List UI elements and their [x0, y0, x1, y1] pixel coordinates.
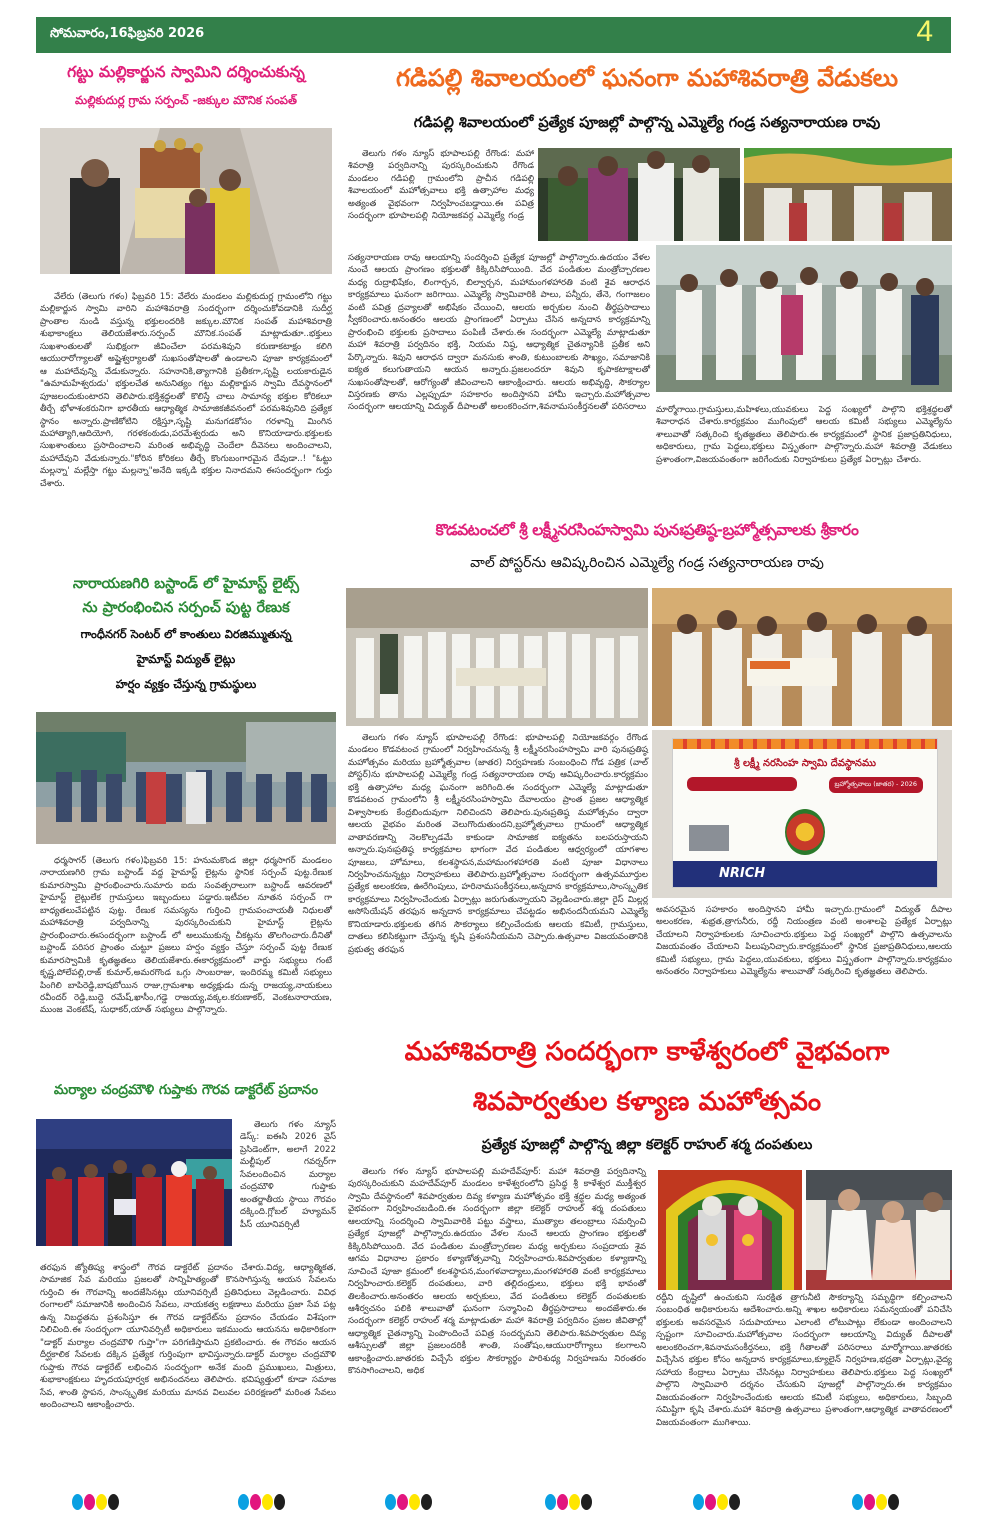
wall-poster-photo	[652, 730, 952, 898]
black-dot	[729, 1494, 740, 1510]
yellow-dot	[409, 1494, 420, 1510]
gadipalli-body-intro: తెలుగు గళం న్యూస్ భూపాలపల్లి రేగొండ: మహా శివరాత్రి పర్వదినాన్ని పురస్కరించుకుని రేగొండ మండలం గడిపల్లి గ్రామంలోని ప్రాచీన గడిపల్లి శివాలయంలో మహోత్సవాలు భక్తి ఉత్సాహాల మధ్య అత్యంత వైభవంగా నిర్వహించబడ్డాయి.ఈ పవిత్ర సందర్భంగా భూపాలపల్లి నియోజకవర్గ ఎమ్మెల్యే గండ్ర	[348, 149, 534, 222]
page-header-bar	[36, 17, 951, 53]
doctorate-ceremony-photo	[36, 1119, 232, 1246]
kodavatancha-body-continued: అవసరమైన సహకారం అందిస్తానని హామీ ఇచ్చారు.గ్రామంలో విద్యుత్ దీపాల అలంకరణ, శుభ్రత,త్రాగునీరు, రద్దీ నియంత్రణ వంటి అంశాలపై ప్రత్యేక ఏర్పాట్లు చేయాలని నిర్వాహకులకు సూచించారు.భక్తులు పెద్ద సంఖ్యలో పాల్గొని ఉత్సవాలను విజయవంతం చేయాలని పిలుపునిచ్చారు.కార్యక్రమంలో స్థానిక ప్రజాప్రతినిధులు,ఆలయ కమిటీ సభ్యులు, గ్రామ పెద్దలు,యువకులు, భక్తులు విస్తృతంగా పాల్గొన్నారు.కార్యక్రమం అనంతరం నిర్వాహకులు ఎమ్మెల్యేను శాలువాతో సత్కరించి కృతజ్ఞతలు తెలిపారు.	[656, 905, 952, 978]
kaleshwaram-subheadline: ప్రత్యేక పూజల్లో పాల్గొన్న జిల్లా కలెక్టర్ రాహుల్ శర్మ దంపతులు	[481, 1137, 813, 1153]
black-dot	[421, 1494, 432, 1510]
magenta-dot	[864, 1494, 875, 1510]
poster-release-closeup-photo	[652, 588, 952, 726]
collector-couple-prayer-photo	[806, 1170, 952, 1290]
kodavatancha-headline: కొడవటంచలో శ్రీ లక్ష్మీనరసింహస్వామి పునఃప్రతిష్ఠ-బ్రహ్మోత్సవాలకు శ్రీకారం	[435, 521, 859, 539]
kaleshwaram-body-continued: రద్దీని దృష్టిలో ఉంచుకుని సురక్షిత త్రాగునీటి సౌకర్యాన్ని సమృద్ధిగా కల్పించాలని సంబంధిత అధికారులను ఆదేశించారు.అన్ని శాఖల అధికారులు సమన్వయంతో పనిచేసి భక్తులకు అవసరమైన సదుపాయాలు ఎలాంటి లోటుపాట్లు లేకుండా అందించాలని స్పష్టంగా సూచించారు.మహోత్సవాల సందర్భంగా ఆలయాన్ని విద్యుత్ దీపాలతో అలంకరించగా,శివనామసంకీర్తనలు, భక్తి గీతాలతో పరిసరాలు మార్మోగాయి.జాతరకు విచ్చేసిన భక్తుల కోసం అన్నదాన కార్యక్రమాలు,క్యూలైన్ నిర్వహణ,భద్రతా ఏర్పాట్లు,వైద్య సహాయ కేంద్రాలు ఏర్పాటు చేసినట్లు నిర్వాహకులు తెలిపారు.భక్తులు పెద్ద సంఖ్యలో పాల్గొని స్వామివారి దర్శనం చేసుకుని పూజల్లో పాల్గొన్నారు.ఈ కార్యక్రమం విజయవంతంగా నిర్వహించేందుకు ఆలయ కమిటీ సభ్యులు, అధికారులు, సిబ్బంది సమిష్టిగా కృషి చేశారు.మహా శివరాత్రి ఉత్సవాలు ప్రశాంతంగా,ఆధ్యాత్మిక వాతావరణంలో విజయవంతంగా ముగిశాయి.	[656, 1293, 952, 1428]
magenta-dot	[557, 1494, 568, 1510]
gattu-subheadline: మల్లికుదుర్ల గ్రామ సర్పంచ్ -జక్కుల మౌనిక సంపత్	[75, 93, 297, 107]
deities-decoration-photo	[658, 1170, 802, 1290]
yellow-dot	[96, 1494, 107, 1510]
marryala-headline: మర్యాల చంద్రమౌళి గుప్తాకు గౌరవ డాక్టరేట్ ప్రదానం	[53, 1082, 319, 1098]
registration-mark-6	[852, 1494, 899, 1510]
cyan-dot	[72, 1494, 83, 1510]
black-dot	[888, 1494, 899, 1510]
kaleshwaram-headline-2: శివపార్వతుల కళ్యాణ మహోత్సవం	[472, 1087, 822, 1117]
narayanagiri-headline-2: ను ప్రారంభించిన సర్పంచ్ పుట్ట రేణుక	[82, 600, 290, 616]
cyan-dot	[385, 1494, 396, 1510]
kodavatancha-body-main: తెలుగు గళం న్యూస్ భూపాలపల్లి రేగొండ: భూపాలపల్లి నియోజకవర్గం రేగొండ మండలం కొడవటంచ గ్రామంలో నిర్వహించనున్న శ్రీ లక్ష్మీనరసింహస్వామి వారి పునఃప్రతిష్ఠ మహోత్సవం మరియు బ్రహ్మోత్సవాల (జాతర) నిర్వహణకు సంబంధించి గోడ పత్రిక (వాల్ పోస్టర్)ను భూపాలపల్లి ఎమ్మెల్యే గండ్ర సత్యనారాయణ రావు ఆవిష్కరించారు.కార్యక్రమం భక్తి ఉత్సాహాల మధ్య ఘనంగా జరిగింది.ఈ సందర్భంగా ఎమ్మెల్యే మాట్లాడుతూ కొడవటంచ గ్రామంలోని శ్రీ లక్ష్మీనరసింహస్వామి దేవాలయం ప్రాంత ప్రజల ఆధ్యాత్మిక విశ్వాసాలకు కేంద్రబిందువుగా నిలిచిందని తెలిపారు.పునఃప్రతిష్ఠ మహోత్సవం ద్వారా ఆలయ వైభవం మరింత వెలుగొందుతుందని,బ్రహ్మోత్సవాలు గ్రామంలో ఆధ్యాత్మిక వాతావరణాన్ని నెలకొల్పడమే కాకుండా సామాజిక ఐక్యతను బలపరుస్తాయని అన్నారు.పునఃప్రతిష్ఠ కార్యక్రమాల భాగంగా వేద పండితుల ఆధ్వర్యంలో యాగశాల పూజలు, హోమాలు, కలశస్థాపన,మహామంగళహారతి వంటి పూజా విధానాలు నిర్వహించనున్నట్లు నిర్వాహకులు తెలిపారు.బ్రహ్మోత్సవాల సందర్భంగా ఉత్సవమూర్తుల ప్రత్యేక అలంకరణ, ఊరేగింపులు, హరినామసంకీర్తనలు,అన్నదాన కార్యక్రమాలు,సాంస్కృతిక కార్యక్రమాలు నిర్వహించేందుకు ఏర్పాట్లు జరుగుతున్నాయని వెల్లడించారు.జిల్లా రైస్ మిల్లర్ల అసోసియేషన్ తరఫున అన్నదాన కార్యక్రమాలు చేపట్టడం అభినందనీయమని ఎమ్మెల్యే కొనియాడారు.భక్తులకు తగిన సౌకర్యాలు కల్పించేందుకు ఆలయ కమిటీ, గ్రామస్తులు, దాతలు కలిసికట్టుగా చేస్తున్న కృషి ప్రశంసనీయమని చెప్పారు.ఉత్సవాల విజయవంతానికి ప్రభుత్వ తరఫున	[348, 733, 648, 955]
narayanagiri-subheadline-2: హైమాస్ట్ విద్యుత్ లైట్లు	[136, 652, 236, 666]
temple-darshan-photo	[40, 128, 332, 274]
cyan-dot	[545, 1494, 556, 1510]
devotees-photo	[538, 148, 740, 241]
poster-deity-image	[785, 809, 825, 855]
kaleshwaram-headline-1: మహాశివరాత్రి సందర్భంగా కాళేశ్వరంలో వైభవంగా	[404, 1037, 890, 1067]
black-dot	[274, 1494, 285, 1510]
gadipalli-subheadline: గడిపల్లి శివాలయంలో ప్రత్యేక పూజల్లో పాల్గొన్న ఎమ్మెల్యే గండ్ర సత్యనారాయణ రావు	[413, 115, 881, 131]
issue-date: సోమవారం,16ఫిబ్రవరి 2026	[50, 26, 205, 41]
cyan-dot	[693, 1494, 704, 1510]
gadipalli-body-main: సత్యనారాయణ రావు ఆలయాన్ని సందర్శించి ప్రత్యేక పూజల్లో పాల్గొన్నారు.ఉదయం వేళల నుంచే ఆలయ ప్రాంగణం భక్తులతో కిక్కిరిసిపోయింది. వేద పండితుల మంత్రోచ్చారణల మధ్య రుద్రాభిషేకం, లింగార్చన, బిల్వార్చన, మహామంగళహారతి వంటి శైవ ఆరాధన కార్యక్రమాలు ఘనంగా జరిగాయి. ఎమ్మెల్యే స్వామివారికి పాలు, పన్నీరు, తేనె, గంగాజలం వంటి పవిత్ర ద్రవ్యాలతో అభిషేకం చేయించి, ఆలయ అర్చకుల నుంచి తీర్థప్రసాదాలు స్వీకరించారు.అనంతరం ఆలయ ప్రాంగణంలో ఏర్పాటు చేసిన అన్నదాన కార్యక్రమాన్ని ప్రారంభించి భక్తులకు ప్రసాదాలు పంపిణీ చేశారు.ఈ సందర్భంగా ఎమ్మెల్యే మాట్లాడుతూ మహా శివరాత్రి పర్వదినం భక్తి, నియమ నిష్ఠ, ఆధ్యాత్మిక చైతన్యానికి ప్రతీక అని పేర్కొన్నారు. శివుని ఆరాధన ద్వారా మనసుకు శాంతి, కుటుంబాలకు సౌఖ్యం, సమాజానికి ఐక్యత కలుగుతాయని ఆయన అన్నారు.ప్రజలందరూ శివుని కృపాకటాక్షాలతో సుఖసంతోషాలతో, ఆరోగ్యంతో జీవించాలని ఆకాంక్షించారు. ఆలయ అభివృద్ధి, సౌకర్యాల విస్తరణకు తాను ఎల్లప్పుడూ సహకారం అందిస్తానని హామీ ఇచ్చారు.మహోత్సవాల సందర్భంగా ఆలయాన్ని విద్యుత్ దీపాలతో అలంకరించగా,శివనామసంకీర్తనలతో పరిసరాలు	[348, 253, 650, 413]
black-dot	[108, 1494, 119, 1510]
marryala-body-side: తెలుగు గళం న్యూస్ డెస్క్: ఐఈసి 2026 వైస్ ప్రెసిడెంట్‌గా, అలాగే 2022 మల్టీపుల్ గవర్నర్‌గా సేవలందించిన మర్యాల చంద్రమౌళి గుప్తాకు అంతర్జాతీయ స్థాయి గౌరవం దక్కింది.గ్లోబల్ హ్యూమన్ పీస్ యూనివర్సిటీ	[240, 1120, 336, 1230]
mla-prayer-photo	[656, 245, 952, 392]
highmast-lights-crowd-photo	[36, 712, 336, 844]
yellow-dot	[717, 1494, 728, 1510]
gadipalli-body-continued: మార్మోగాయి.గ్రామస్తులు,మహిళలు,యువకులు పెద్ద సంఖ్యలో పాల్గొని భక్తిశ్రద్ధలతో శివారాధన చేశారు.కార్యక్రమం ముగింపులో ఆలయ కమిటీ సభ్యులు ఎమ్మెల్యేను శాలువాతో సత్కరించి కృతజ్ఞతలు తెలిపారు.ఈ కార్యక్రమంలో స్థానిక ప్రజాప్రతినిధులు, అధికారులు, గ్రామ పెద్దలు,భక్తులు విస్తృతంగా పాల్గొన్నారు.మహా శివరాత్రి వేడుకలు ప్రశాంతంగా,విజయవంతంగా జరిగేందుకు నిర్వాహకులు ప్రత్యేక ఏర్పాట్లు చేశారు.	[656, 405, 952, 465]
magenta-dot	[397, 1494, 408, 1510]
poster-release-group-photo	[346, 588, 648, 726]
gathering-photo	[744, 148, 952, 241]
yellow-dot	[262, 1494, 273, 1510]
magenta-dot	[250, 1494, 261, 1510]
registration-mark-1	[72, 1494, 119, 1510]
poster-garland	[673, 739, 937, 749]
poster-temple-image	[689, 825, 729, 851]
yellow-dot	[876, 1494, 887, 1510]
magenta-dot	[84, 1494, 95, 1510]
poster-left-ribbon	[687, 777, 797, 791]
registration-mark-4	[545, 1494, 592, 1510]
narayanagiri-subheadline-3: హర్షం వ్యక్తం చేస్తున్న గ్రామస్థులు	[115, 677, 257, 691]
sponsor-logo: NRICH	[719, 866, 766, 881]
registration-mark-2	[238, 1494, 285, 1510]
cyan-dot	[852, 1494, 863, 1510]
narayanagiri-headline-1: నారాయణగిరి బస్టాండ్ లో హైమాస్ట్ లైట్స్	[72, 576, 300, 592]
marryala-body-main: తరఫున జ్యోతిష్య శాస్త్రంలో గౌరవ డాక్టరేట్ ప్రదానం చేశారు.విద్య, ఆధ్యాత్మికత, సామాజిక సేవ మరియు ప్రజలతో సాన్నిహిత్యంతో కొనసాగిస్తున్న ఆయన సేవలను గుర్తించి ఈ గౌరవాన్ని అందజేసినట్లు యూనివర్సిటీ ప్రతినిధులు వెల్లడించారు. వివిధ రంగాలలో సమాజానికి అందించిన సేవలు, నాయకత్వ లక్షణాలు మరియు ప్రజా సేవ పట్ల ఉన్న నిబద్ధతను ప్రశంసిస్తూ ఈ గౌరవ డాక్టరేట్‌ను ప్రదానం చేయడం విశేషంగా నిలిచింది.ఈ సందర్భంగా యూనివర్సిటీ అధికారులు ఇకముందు ఆయనను అధికారికంగా "డాక్టర్ మర్యాల చంద్రమౌళి గుప్తా"గా పరిగణిస్తామని ప్రకటించారు. ఈ గౌరవం ఆయన దీర్ఘకాలిక సేవలకు దక్కిన ప్రత్యేక గుర్తింపుగా భావిస్తున్నారు.డాక్టర్ మర్యాల చంద్రమౌళి గుప్తాకు గౌరవ డాక్టరేట్ లభించిన సందర్భంగా అనేక మంది ప్రముఖులు, మిత్రులు, శుభాకాంక్షకులు హృదయపూర్వక అభినందనలు తెలిపారు. భవిష్యత్తులో కూడా సమాజ సేవ, శాంతి స్థాపన, సాంస్కృతిక మరియు మానవ విలువల పరిరక్షణలో మరింత సేవలు అందించాలని ఆకాంక్షించారు.	[40, 1263, 336, 1410]
kaleshwaram-body-main: తెలుగు గళం న్యూస్ భూపాలపల్లి మహదేవ్‌పూర్: మహా శివరాత్రి పర్వదినాన్ని పురస్కరించుకుని మహదేవ్‌పూర్ మండలం కాళేశ్వరంలోని ప్రసిద్ధ శ్రీ కాళేశ్వర ముక్తీశ్వర స్వామి దేవస్థానంలో శివపార్వతుల దివ్య కళ్యాణ మహోత్సవం భక్తి శ్రద్ధల మధ్య అత్యంత వైభవంగా నిర్వహించబడింది.ఈ సందర్భంగా జిల్లా కలెక్టర్ రాహుల్ శర్మ దంపతులు ఆలయాన్ని సందర్శించి స్వామివారికి పట్టు వస్త్రాలు, ముత్యాల తలంబ్రాలు సమర్పించి ప్రత్యేక పూజల్లో పాల్గొన్నారు.ఉదయం వేళల నుంచే ఆలయ ప్రాంగణం భక్తులతో కిక్కిరిసిపోయింది. వేద పండితుల మంత్రోచ్చారణల మధ్య అర్చకులు సంప్రదాయ శైవ ఆగమ విధానాల ప్రకారం కళ్యాణోత్సవాన్ని నిర్వహించారు.శివపార్వతుల కళ్యాణాన్ని సూచించే పూజా క్రమంలో కలశస్థాపన,మంగళవాద్యాలు,మంగళహారతి వంటి కార్యక్రమాలు నిర్వహించారు.కలెక్టర్ దంపతులు, వారి తల్లిదండ్రులు, భక్తులు భక్తి భావంతో తిలకించారు.అనంతరం ఆలయ అర్చకులు, వేద పండితులు కలెక్టర్ దంపతులకు ఆశీర్వచనం పలికి శాలువాతో ఘనంగా సన్మానించి తీర్థప్రసాదాలు అందజేశారు.ఈ సందర్భంగా కలెక్టర్ రాహుల్ శర్మ మాట్లాడుతూ మహా శివరాత్రి పర్వదినం ప్రజల జీవితాల్లో ఆధ్యాత్మిక చైతన్యాన్ని పెంపొందించే పవిత్ర సందర్భమని తెలిపారు.శివపార్వతుల దివ్య ఆశీస్సులతో జిల్లా ప్రజలందరికీ శాంతి, సంతోషం,ఆయురారోగ్యాలు కలగాలని ఆకాంక్షించారు.జాతరకు విచ్చేసే భక్తుల సౌకర్యార్థం పారిశుధ్య నిర్వహణను నిరంతరం కొనసాగించాలని, అధిక	[348, 1167, 646, 1377]
poster-sponsor-band	[673, 861, 937, 887]
poster-sheet	[672, 738, 938, 888]
narayanagiri-body: ధర్మసాగర్ (తెలుగు గళం)ఫిబ్రవరి 15: హనుమకొండ జిల్లా ధర్మసాగర్ మండలం నారాయణగిరి గ్రామ బస్టాండ్ వద్ద హైమాస్ట్ లైట్లను స్థానిక సర్పంచ్ పుట్ట.రేణుక కుమారస్వామి ప్రారంభించారు.సుమారు ఐదు సంవత్సరాలుగా బస్టాండ్ ఆవరణలో హైమాస్ట్ లైట్లులేక గ్రామస్తులు ఇబ్బందులు పడ్డారు.ఇటీవల నూతన సర్పంచ్ గా బాధ్యతలుచేపట్టిన పుట్ట. రేణుక సమస్యను గుర్తించి గ్రామపంచాయతీ నిధులతో మహాశివరాత్రి పర్వదినాన్ని పురస్కరించుకుని హైమాస్ట్ లైట్లను ప్రారంభించారు.ఈసందర్భంగా బస్టాండ్ లో అలుముకున్న చీకట్లను తొలగించారు.దీనితో బస్టాండ్ పరిసర ప్రాంతం చుట్టూ ప్రజలు హర్షం వ్యక్తం చేస్తూ సర్పంచ్ పుట్ట రేణుక కుమారస్వామికి కృతజ్ఞతలు తెలియజేశారు.ఈకార్యక్రమంలో వార్డు సభ్యులు గంటే కృష్ణ,పోలేపల్లి,రాజ్ కుమార్,అమరగొండ ఒగ్గు సాంబరాజు, ఇందిరమ్మ కమిటీ సభ్యులు పింగిలి బాపిరెడ్డి,బాషబోయిన రాజు,గ్రామశాఖ అధ్యక్షుడు దున్న రాజయ్య,నాయకులు రవీందర్ రెడ్డి,బుద్దె రమేష్,ఖాసీం,గడ్డె రాజయ్య,వక్కల.కరుణాకర్, వెంకటనారాయణ, ముంజ వెంకటేష్, సుధాకర్,యాత్ సభ్యులు పాల్గొన్నారు.	[40, 856, 332, 1016]
gattu-body: వేలేరు (తెలుగు గళం) ఫిబ్రవరి 15: వేలేరు మండలం మల్లికుదుర్ల గ్రామంలోని గట్టు మల్లికార్జున స్వామి వారిని మహాశివరాత్రి సందర్భంగా దర్శించుకోవడానికి సుదీర్ఘ ప్రాంతాల నుండి వస్తున్న భక్తులందరికి జక్కుల.మౌనిక సంపత్ మహాశివరాత్రి శుభాకాంక్షలు తెలియజేశారు.సర్పంచ్ మౌనిక.సంపత్ మాట్లాడుతూ..భక్తులు సుఖశాంతులతో సుభిక్షంగా జీవించేలా పరమశివుని కరుణాకటాక్షం కలిగి ఆయురారోగ్యాలతో అష్టైశ్వర్యాలతో సుఖసంతోషాలతో ఉండాలని పూజా కార్యక్రమంలో ఆ మహాదేవున్ని వేడుకున్నారు. సహనానికి,త్యాగానికి ప్రతీకగా,సృష్టి లయకారుడైన "ఉమామహేశ్వరుడు' భక్తులచేత అనునిత్యం గట్టు మల్లికార్జున స్వామి దేవస్థానంలో పూజలందుకుంటారని తెలిపారు.భక్తిశ్రద్ధలతో కొలిస్తే చాలు సామాన్య భక్తుల కోరికలూ తీర్చే భోళాశంకరునిగా భారతీయ ఆధ్యాత్మిక సామాజికజీవనంలో పరమశివునిది ప్రత్యేక స్థానం అన్నారు.ప్రాణికోటిని రక్షిస్తూ,సృష్టి మనుగడకోసం గరళాన్ని మింగిన మహాత్యాగి,ఆదియోగి, గరళకంఠుడు,పరమేశ్వరుడు అని కొనియాడారు.భక్తులకు సుఖశాంతులు ప్రసాదించాలని మరింత అభివృద్ధి చెందేలా దీవెనలు అందించాలని, మహాదేవుని వేడుకున్నారు."కోరిన కోరికలు తీర్చే కొంగుబంగారమైన దేవుడా..! "ఓట్టు మల్లన్నా' మల్లేస్తా గట్టు మల్లన్నా"అనేది ఇక్కడి భక్తుల నినాదమని ఈసందర్భంగా గుర్తు చేశారు.	[40, 292, 332, 489]
gadipalli-headline: గడిపల్లి శివాలయంలో ఘనంగా మహాశివరాత్రి వేడుకలు	[395, 64, 899, 92]
poster-ribbon: బ్రహ్మోత్సవాలు (జాతర) - 2026	[829, 777, 923, 793]
black-dot	[581, 1494, 592, 1510]
magenta-dot	[705, 1494, 716, 1510]
registration-mark-5	[693, 1494, 740, 1510]
narayanagiri-subheadline-1: గాంధీనగర్ సెంటర్ లో కాంతులు విరజిమ్ముతున్న	[80, 627, 292, 641]
kodavatancha-subheadline: వాల్ పోస్టర్‌ను ఆవిష్కరించిన ఎమ్మెల్యే గండ్ర సత్యనారాయణ రావు	[470, 555, 824, 571]
page-number: 4	[916, 15, 933, 48]
gattu-headline: గట్టు మల్లికార్జున స్వామిని దర్శించుకున్న	[67, 63, 305, 81]
poster-title: శ్రీ లక్ష్మీ నరసింహ స్వామి దేవస్థానము	[733, 758, 876, 769]
registration-mark-3	[385, 1494, 432, 1510]
yellow-dot	[569, 1494, 580, 1510]
cyan-dot	[238, 1494, 249, 1510]
